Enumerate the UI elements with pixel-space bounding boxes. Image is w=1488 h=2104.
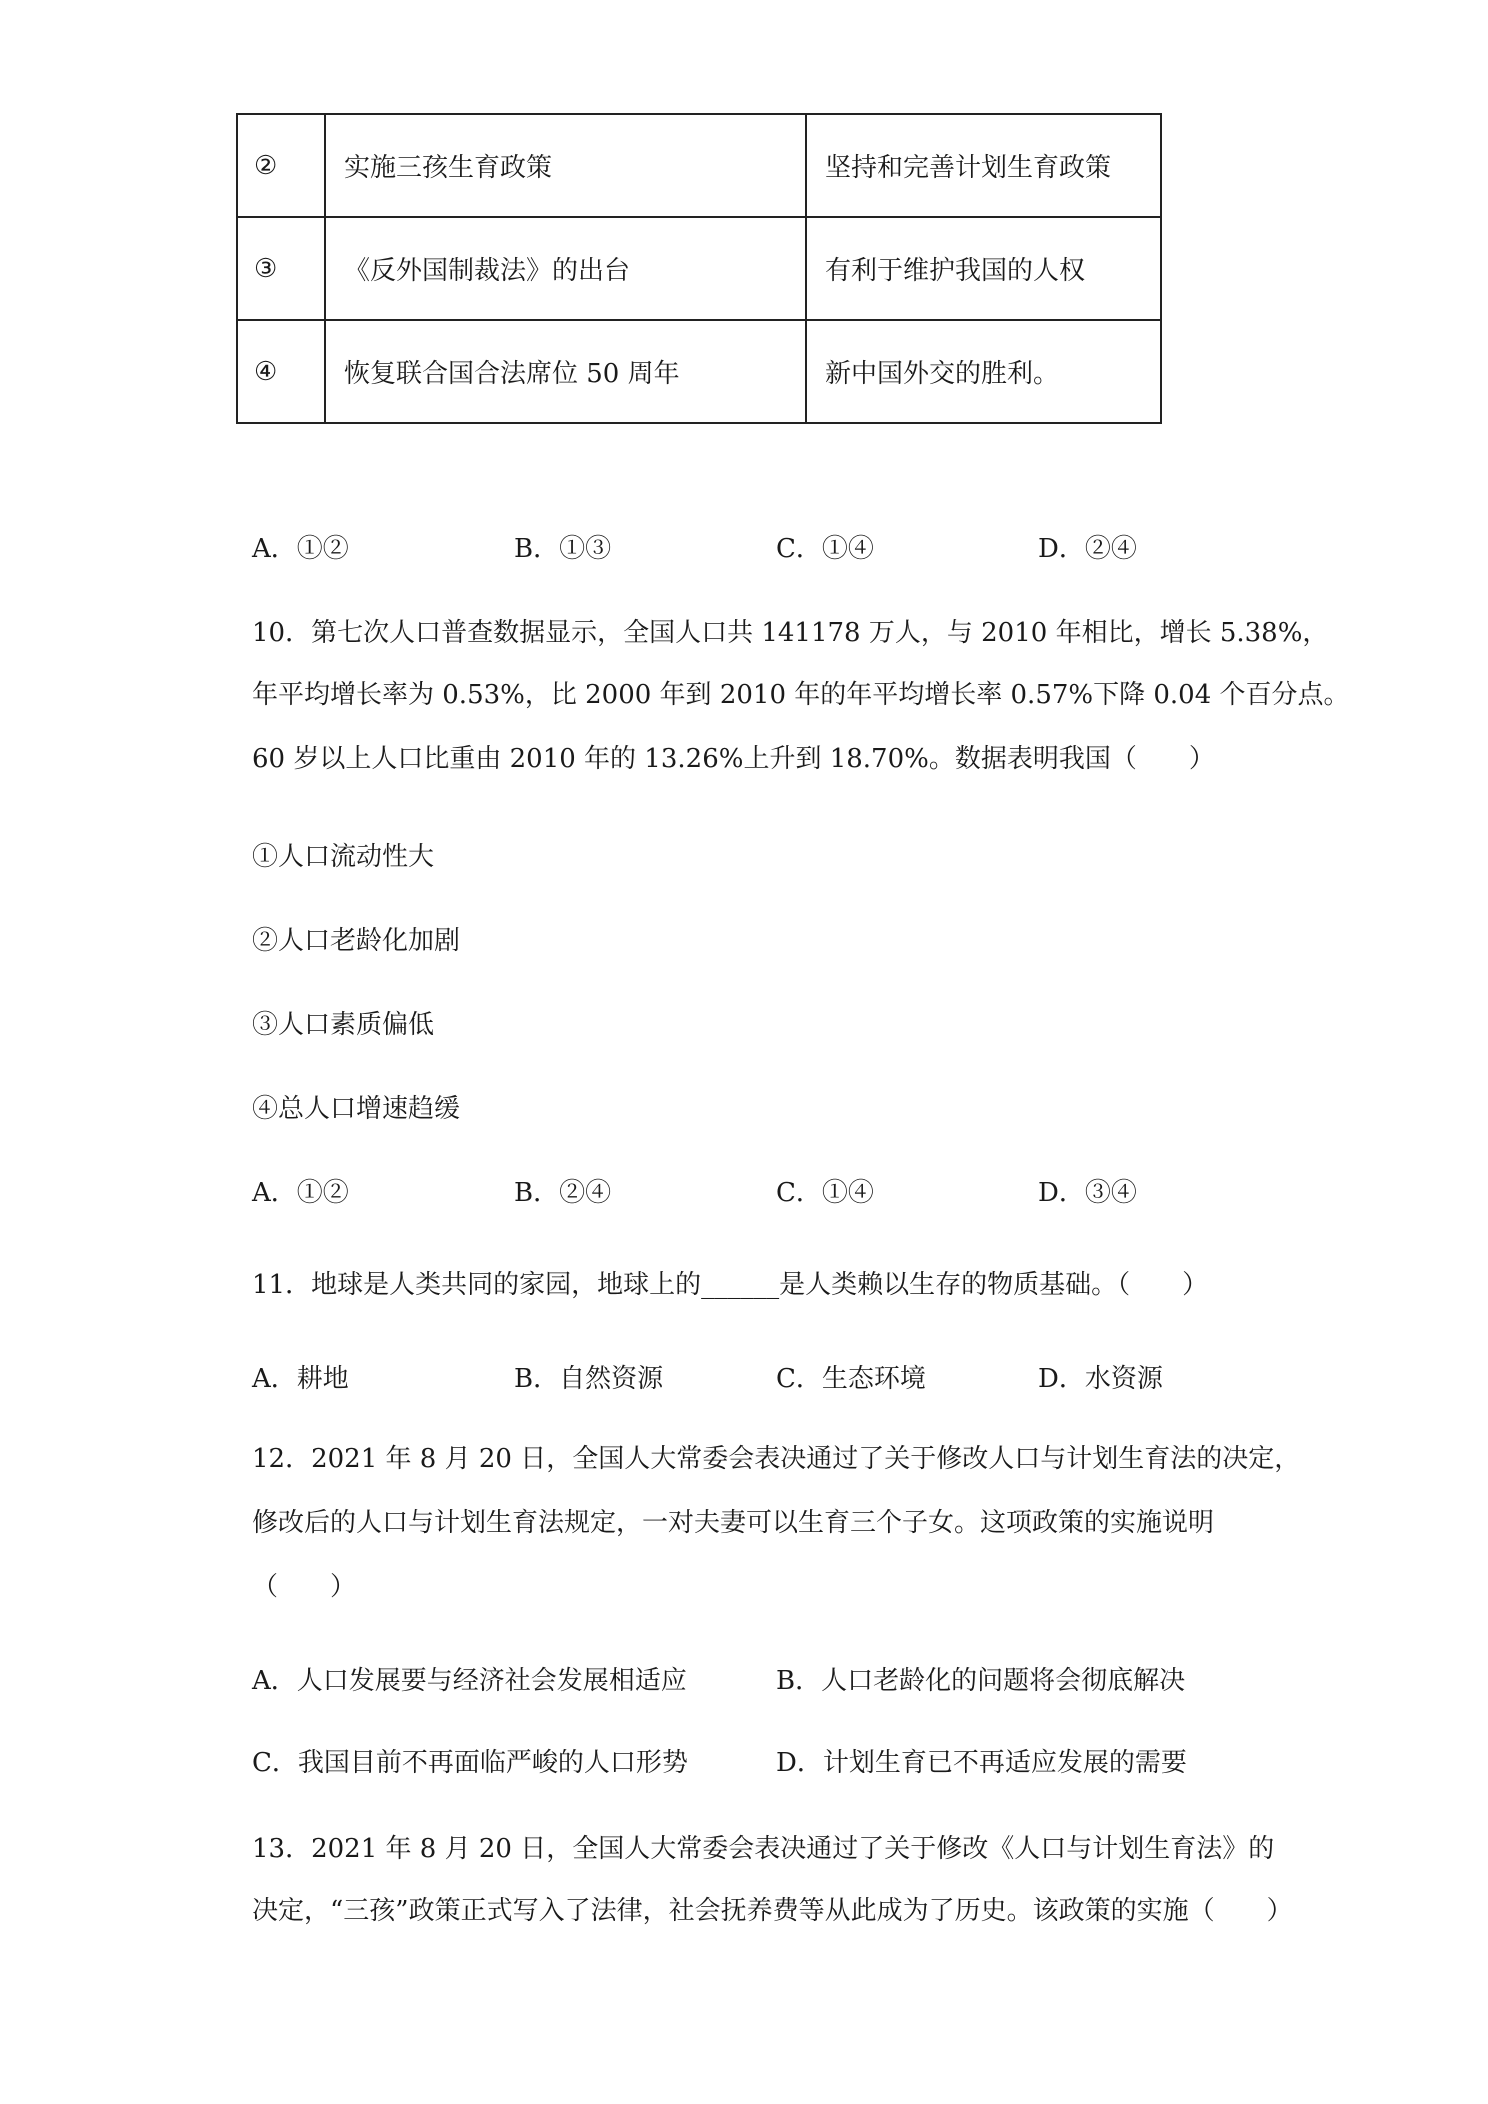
table-cell-meaning: 新中国外交的胜利。 <box>806 320 1161 423</box>
q11-option-a: A．耕地 <box>252 1364 349 1394</box>
table-cell-event: 恢复联合国合法席位 50 周年 <box>325 320 806 423</box>
table-cell-number: ④ <box>237 320 325 423</box>
table-cell-number: ② <box>237 114 325 217</box>
q9-option-a: A．①② <box>252 534 349 564</box>
q10-item-2: ②人口老龄化加剧 <box>252 926 461 956</box>
q10-stem-line-1: 10．第七次人口普查数据显示，全国人口共 141178 万人，与 2010 年相比，增长 5.38%， <box>252 618 1329 648</box>
q12-option-a: A．人口发展要与经济社会发展相适应 <box>252 1666 687 1696</box>
q10-option-b: B．②④ <box>514 1178 612 1208</box>
q11-option-b: B．自然资源 <box>514 1364 664 1394</box>
q12-option-d: D．计划生育已不再适应发展的需要 <box>776 1748 1187 1778</box>
q12-option-c: C．我国目前不再面临严峻的人口形势 <box>252 1748 688 1778</box>
q12-stem-line-1: 12．2021 年 8 月 20 日，全国人大常委会表决通过了关于修改人口与计划生育法的决定， <box>252 1444 1301 1474</box>
table-cell-event: 实施三孩生育政策 <box>325 114 806 217</box>
q12-stem-line-2: 修改后的人口与计划生育法规定，一对夫妻可以生育三个子女。这项政策的实施说明 <box>252 1508 1215 1538</box>
q10-item-4: ④总人口增速趋缓 <box>252 1094 461 1124</box>
table-cell-event: 《反外国制裁法》的出台 <box>325 217 806 320</box>
table-row <box>237 114 1161 217</box>
q9-option-d: D．②④ <box>1038 534 1137 564</box>
q10-option-a: A．①② <box>252 1178 349 1208</box>
table-cell-meaning: 坚持和完善计划生育政策 <box>806 114 1161 217</box>
q12-stem-line-3: （ ） <box>252 1572 357 1602</box>
q10-stem-line-3: 60 岁以上人口比重由 2010 年的 13.26%上升到 18.70%。数据表明我国（ ） <box>252 744 1215 774</box>
q12-option-b: B．人口老龄化的问题将会彻底解决 <box>776 1666 1186 1696</box>
table-row <box>237 320 1161 423</box>
q10-item-3: ③人口素质偏低 <box>252 1010 435 1040</box>
q10-option-c: C．①④ <box>776 1178 874 1208</box>
q13-stem-line-1: 13．2021 年 8 月 20 日，全国人大常委会表决通过了关于修改《人口与计划生育法》的 <box>252 1834 1275 1864</box>
q11-option-c: C．生态环境 <box>776 1364 926 1394</box>
q10-item-1: ①人口流动性大 <box>252 842 435 872</box>
q9-option-c: C．①④ <box>776 534 874 564</box>
q10-stem-line-2: 年平均增长率为 0.53%，比 2000 年到 2010 年的年平均增长率 0.57%下降 0.04 个百分点。 <box>252 680 1350 710</box>
q13-stem-line-2: 决定，“三孩”政策正式写入了法律，社会抚养费等从此成为了历史。该政策的实施（ ） <box>252 1896 1293 1926</box>
q10-option-d: D．③④ <box>1038 1178 1137 1208</box>
table-row <box>237 217 1161 320</box>
q11-stem: 11．地球是人类共同的家园，地球上的______是人类赖以生存的物质基础。（ ） <box>252 1270 1209 1300</box>
q11-option-d: D．水资源 <box>1038 1364 1163 1394</box>
table-cell-meaning: 有利于维护我国的人权 <box>806 217 1161 320</box>
question-9-table <box>236 113 1162 424</box>
q9-option-b: B．①③ <box>514 534 612 564</box>
table-cell-number: ③ <box>237 217 325 320</box>
